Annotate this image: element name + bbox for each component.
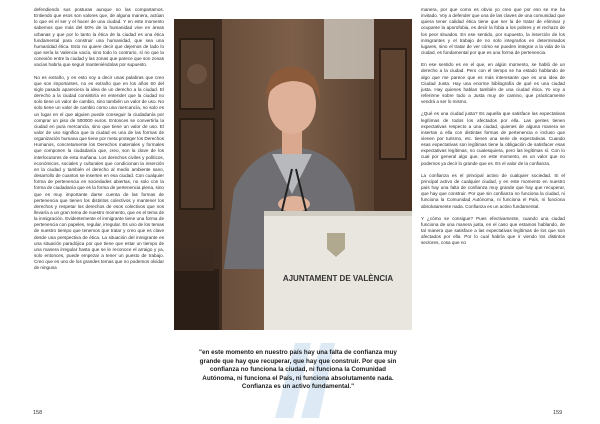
podium-label: AJUNTAMENT DE VALÈNCIA [282, 274, 394, 283]
right-text-column [421, 7, 565, 407]
paragraph: manera, por que como es obvio yo creo que por eso se me ha invitado. Voy a defender que una de las claves de una comunidad que quiera tener calidad ética tiene que ser la de tratar de eliminar y ocuparse la aporofobia, es decir la fobia a los pobres y el rechazo de los peor situados. En ese sentido, por supuesto, la inserción de los inmigrantes y el trabajo de no solo integrarlos en determinados lugares, sino el tratar de ver cómo se pueden integrar a la vida de la ciudad, es fundamental por que es una forma de pertenencia. [421, 7, 565, 56]
paragraph: La confianza es el principal activo de cualquier sociedad. Si el principal activo de cualquier ciudad, y en este momento en nuestro país hay una falta de confianza muy grande que hay que recuperar, que hay que construir. Por que sin confianza no funciona la ciudad, ni funciona la Comunidad Autónoma, ni funciona el País, ni funciona absolutamente nada. Confianza es un activo fundamental. [421, 172, 565, 209]
page-number-left: 158 [33, 410, 43, 416]
page-number-right: 159 [553, 410, 563, 416]
paragraph: En ese sentido es en el que, en algún momento, se habló de un derecho a la ciudad. Pero con el tiempo se ha estado hablando de algo que me parece que es más interesante que es una idea de Ciudad Justa. Hay una enorme bibliografía de qué es una ciudad justa. Hay quienes hablan también de una ciudad ética. Yo voy a referirme sobre todo a Justa muy de camino, que prácticamente vendrá a ser lo mismo. [421, 62, 565, 105]
pull-quote: "en este momento en nuestro país hay una falta de confianza muy grande que hay que recuperar, que hay que construir. Por que sin confianza no funciona la ciudad, ni funciona la Comunidad Autónoma, ni funciona el País, ni funciona absolutamente nada. Confianza es un activo fundamental." [199, 349, 397, 391]
paragraph: No es extraño, y en esto voy a decir unas palabras que creo que son importantes, no es extraño que en los años 60 del siglo pasado apareciera la idea de un derecho a la ciudad. El derecho a la ciudad consistiría en entender que la ciudad no solo tiene un valor de cambio, sino también un valor de uso. No solo tiene un valor de cambio como una mercancía, no solo es un lugar en el que alguien puede conseguir la ciudadanía por comprar un piso de 500000 euros. Entonces se convertiría la ciudad en pura mercancía, sino que tiene un valor de uso. El valor de uso significa que la ciudad es una de las formas de organización humana que tiene por meta proteger los Derechos Humanos, concretamente los Derechos materiales y formales que componen la ciudadanía que, creo, son la clave de los interlocutores de esta mañana. Los derechos civiles y políticos, económicos, sociales y culturales que condicionan la inserción en la ciudad y también el derecho al medio ambiente sano, desarrollo de cuantos se inserten en esa ciudad. Con cualquier forma de pertenencia en sociedades abiertas, no solo con la forma de ciudadanía que es la forma de pertenencia plena, sino que es muy importante darse cuenta de las formas de pertenencia que tienen los distintos colectivos y mantener los derechos y respetar los derechos de esos colectivos que nos llevaría a un gran tema de nuestro momento, que es el tema de la inmigración. Evidentemente el inmigrante tiene una forma de pertenencia con papeles, regular, irregular. Es uno de los temas de nuestro tiempo que tenemos que tratar y creo que es clave desde una perspectiva de ética. La situación del inmigrante es una situación paradójica por que tiene que estar un tiempo de una manera irregular hasta que se le reconoce el arraigo y ya, solo entonces, puede empezar a tener un puesto de trabajo. Creo que es uno de los grandes temas que no podemos olvidar de ninguna [34, 74, 164, 271]
photo-illustration [174, 19, 412, 330]
paragraph: defendiendo sus posturas aunque no las compartamos. Entiendo que esos son valores que, de alguna manera, actúan lo que es el ser y el hacer de una ciudad. Y en este momento sabemos que más del 50% de la humanidad vive en áreas urbanas y que por lo tanto la ética de la ciudad es una ética fundamental para construir una humanidad, que sea una humanidad ética. Esto no quiere decir que dejemos de lado lo que sería la Valencia vacía, sino todo lo contrario, sí no que la conexión entre la ciudad y las zonas que parece que son zonas vacías habría que seguir manteniéndolas por supuesto. [34, 7, 164, 68]
paragraph: Y ¿cómo se consigue? Pues efectivamente, cuando una ciudad funciona de una manera justa, en el caso que estamos hablando, de tal manera que satisface a las expectativas legítimas de los que son afectados por ella. Por lo cual habría que ir viendo los distintos sectores, cosa que no [421, 215, 565, 246]
paragraph: ¿Qué es una ciudad justa? Es aquella que satisface las expectativas legítimas de todos los afectados por ella. Las gentes tienen expectativas respecto a una ciudad, quienes de alguna manera se insertan a ella con distintas formas de pertenencia e incluso que vienen por turismo, etc. tienen una serie de expectativas. Cuando esas expectativas son legítimas tiene la obligación de satisfacer esas expectativas legítimas, no cualesquiera, pero las legítimas sí. Con lo cual por general algo que, en este momento, es un valor que no podemos ya decir lo grande que es. Es el valor de la confianza. [421, 111, 565, 166]
speaker-photo [174, 19, 412, 330]
left-text-column [34, 7, 164, 405]
